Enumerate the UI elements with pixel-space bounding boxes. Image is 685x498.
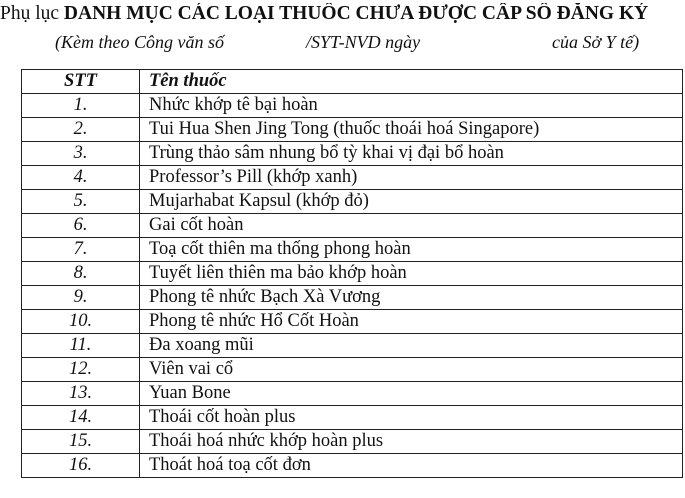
row-stt: 6. xyxy=(22,214,140,238)
row-stt: 14. xyxy=(22,406,140,430)
row-medicine-name: Thoái cốt hoàn plus xyxy=(140,406,683,430)
table-row xyxy=(22,430,683,454)
row-medicine-name: Gai cốt hoàn xyxy=(140,214,683,238)
row-medicine-name: Nhức khớp tê bại hoàn xyxy=(140,94,683,118)
table-row xyxy=(22,94,683,118)
row-medicine-name: Yuan Bone xyxy=(140,382,683,406)
row-medicine-name: Toạ cốt thiên ma thống phong hoàn xyxy=(140,238,683,262)
row-stt: 16. xyxy=(22,454,140,478)
table-row xyxy=(22,262,683,286)
row-stt: 12. xyxy=(22,358,140,382)
row-stt: 2. xyxy=(22,118,140,142)
table-row xyxy=(22,238,683,262)
subtitle-part-2: /SYT-NVD ngày xyxy=(306,32,421,52)
row-stt: 13. xyxy=(22,382,140,406)
row-stt: 4. xyxy=(22,166,140,190)
table-row xyxy=(22,382,683,406)
row-stt: 1. xyxy=(22,94,140,118)
row-medicine-name: Tuyết liên thiên ma bảo khớp hoàn xyxy=(140,262,683,286)
table-row xyxy=(22,358,683,382)
row-stt: 15. xyxy=(22,430,140,454)
row-medicine-name: Professor’s Pill (khớp xanh) xyxy=(140,166,683,190)
table-row xyxy=(22,310,683,334)
row-stt: 5. xyxy=(22,190,140,214)
subtitle-part-3: của Sở Y tế) xyxy=(552,32,640,52)
row-medicine-name: Trùng thảo sâm nhung bổ tỳ khai vị đại bổ hoàn xyxy=(140,142,683,166)
row-medicine-name: Đa xoang mũi xyxy=(140,334,683,358)
row-stt: 7. xyxy=(22,238,140,262)
table-row xyxy=(22,166,683,190)
medicine-table xyxy=(21,69,683,478)
table-row xyxy=(22,142,683,166)
row-stt: 8. xyxy=(22,262,140,286)
table-body xyxy=(22,94,683,478)
row-medicine-name: Mujarhabat Kapsul (khớp đỏ) xyxy=(140,190,683,214)
table-row xyxy=(22,286,683,310)
subtitle-part-1: (Kèm theo Công văn số xyxy=(55,32,224,52)
title-prefix: Phụ lục xyxy=(0,3,64,24)
row-medicine-name: Thoái hoá nhức khớp hoàn plus xyxy=(140,430,683,454)
table-row xyxy=(22,406,683,430)
table-row xyxy=(22,454,683,478)
row-stt: 10. xyxy=(22,310,140,334)
row-medicine-name: Thoát hoá toạ cốt đơn xyxy=(140,454,683,478)
row-medicine-name: Phong tê nhức Bạch Xà Vương xyxy=(140,286,683,310)
row-stt: 11. xyxy=(22,334,140,358)
title-main: DANH MỤC CÁC LOẠI THUỐC CHƯA ĐƯỢC CẤP SỐ ĐĂNG KÝ xyxy=(63,3,649,24)
table-row xyxy=(22,214,683,238)
row-stt: 3. xyxy=(22,142,140,166)
subtitle xyxy=(0,31,685,53)
row-stt: 9. xyxy=(22,286,140,310)
header-medicine-name: Tên thuốc xyxy=(140,70,683,94)
row-medicine-name: Phong tê nhức Hổ Cốt Hoàn xyxy=(140,310,683,334)
table-row xyxy=(22,190,683,214)
table-row xyxy=(22,118,683,142)
table-header-row xyxy=(22,70,683,94)
table-row xyxy=(22,334,683,358)
header-stt: STT xyxy=(22,70,140,94)
page-title xyxy=(0,3,685,25)
row-medicine-name: Tui Hua Shen Jing Tong (thuốc thoái hoá Singapore) xyxy=(140,118,683,142)
row-medicine-name: Viên vai cổ xyxy=(140,358,683,382)
